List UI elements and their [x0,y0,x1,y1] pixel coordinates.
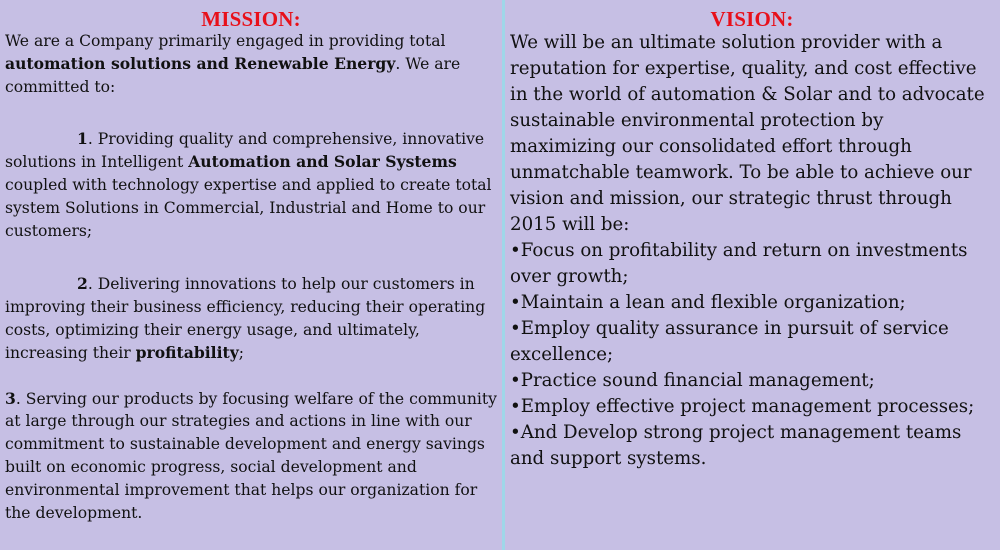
vision-paragraph: We will be an ultimate solution provider with a reputation for expertise, quality, and cost effective in the world of automation & Solar and to advocate sustainable environmental protection by maximizing our consolidated effort through unmatchable teamwork. To be able to achieve our vision and mission, our strategic thrust through 2015 will be: [510,32,985,235]
mission-body [5,30,497,524]
mission-intro-bold: automation solutions and Renewable Energy [5,53,396,73]
mission-item-2-number: 2 [77,274,88,294]
vision-bullet-6: •And Develop strong project management teams and support systems. [510,422,962,469]
column-divider [502,0,505,550]
vision-column [510,0,994,472]
mission-item-3-number: 3 [5,388,16,408]
vision-bullet-4: •Practice sound financial management; [510,370,875,391]
mission-item-2-bold: profitability [135,342,239,362]
mission-item-1-number: 1 [77,129,88,149]
vision-body [510,30,994,472]
mission-intro: We are a Company primarily engaged in providing total automation solutions and Renewable Energy. We are committed to: [5,32,461,96]
vision-bullet-2: •Maintain a lean and flexible organization; [510,292,906,313]
mission-item-1: 1. Providing quality and comprehensive, innovative solutions in Intelligent Automation and Solar Systems coupled with technology expertise and applied to create total system Solutions in Commercial, Industrial and Home to our customers; [5,129,492,240]
vision-bullet-1: •Focus on profitability and return on investments over growth; [510,240,968,287]
vision-heading: VISION: [710,7,794,31]
mission-item-2: 2. Delivering innovations to help our customers in improving their business efficiency, reducing their operating costs, optimizing their energy usage, and ultimately, increasing their profitability; [5,274,486,362]
vision-bullet-3: •Employ quality assurance in pursuit of service excellence; [510,318,949,365]
mission-heading: MISSION: [201,7,301,31]
mission-item-3: 3. Serving our products by focusing welfare of the community at large through our strategies and actions in line with our commitment to sustainable development and energy savings built on economic progress, social development and environmental improvement that helps our organization for the development. [5,388,497,522]
vision-bullet-5: •Employ effective project management processes; [510,396,975,417]
mission-item-1-bold: Automation and Solar Systems [188,152,457,172]
mission-column [5,0,497,524]
